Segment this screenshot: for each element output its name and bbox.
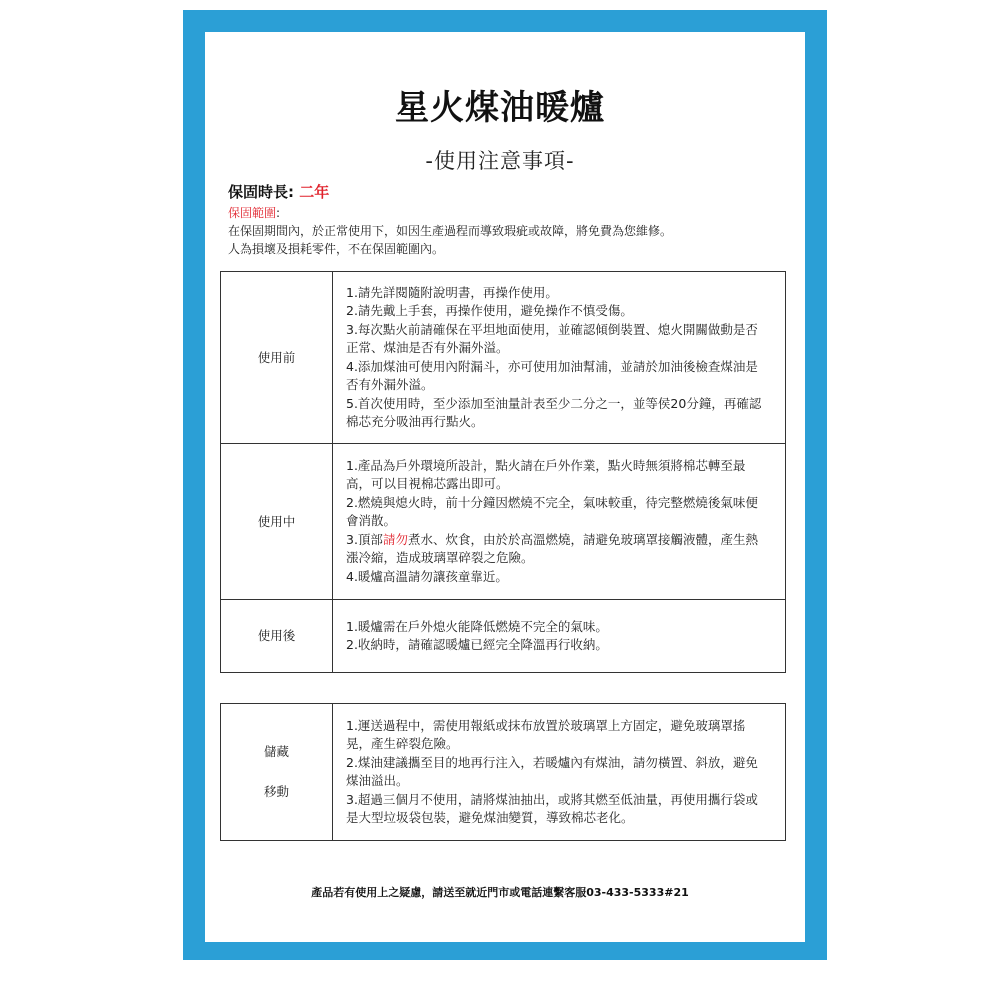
warranty-scope-label: 保固範圍	[228, 206, 277, 220]
warning-text: 請勿	[382, 531, 408, 547]
row-label-storage	[221, 704, 333, 840]
list-item: 1.暖爐需在戶外熄火能降低燃燒不完全的氣味。	[346, 618, 608, 634]
list-item: 1.運送過程中，需使用報紙或抹布放置於玻璃罩上方固定，避免玻璃罩搖晃，產生碎裂危險。	[346, 717, 746, 751]
warranty-scope-colon: :	[276, 206, 281, 220]
list-item: 4.添加煤油可使用內附漏斗，亦可使用加油幫浦，並請於加油後檢查煤油是否有外漏外溢。	[346, 358, 758, 392]
item-prefix: 3.頂部	[346, 531, 383, 547]
warranty-duration-label: 保固時長:	[228, 183, 294, 201]
list-item: 2.收納時，請確認暖爐已經完全降溫再行收納。	[346, 637, 608, 652]
warranty-duration	[228, 181, 329, 202]
row-label-text: 使用後	[257, 628, 296, 643]
row-content-storage	[346, 704, 767, 840]
list-item: 1.請先詳閱隨附說明書，再操作使用。	[346, 284, 558, 300]
row-label-after	[221, 600, 333, 672]
page-title: 星火煤油暖爐	[395, 88, 605, 128]
usage-row-after	[221, 600, 785, 672]
list-item: 5.首次使用時，至少添加至油量計表至少二分之一，並等侯20分鐘，再確認棉芯充分吸油再行點火。	[346, 395, 762, 429]
list-item-with-warning	[346, 531, 767, 568]
warranty-scope-line-2: 人為損壞及損耗零件，不在保固範圍內。	[228, 242, 445, 256]
warranty-scope-heading	[228, 204, 280, 221]
list-item: 2.請先戴上手套，再操作使用，避免操作不慎受傷。	[346, 303, 633, 318]
list-item: 4.暖爐高溫請勿讓孩童靠近。	[346, 568, 508, 584]
usage-row-before	[221, 272, 785, 444]
list-item: 1.產品為戶外環境所設計，點火請在戶外作業，點火時無須將棉芯轉至最高，可以目視棉芯露出即可。	[346, 457, 746, 492]
page-subtitle: -使用注意事項-	[425, 149, 575, 173]
row-label-text: 移動	[263, 784, 289, 799]
row-label-text: 使用前	[257, 349, 296, 365]
warranty-duration-value: 二年	[299, 183, 330, 201]
footer-contact-note: 產品若有使用上之疑慮，請送至就近門市或電話連繫客服03-433-5333#21	[311, 886, 689, 899]
storage-table	[220, 703, 786, 841]
row-label-during	[221, 444, 333, 599]
list-item: 2.燃燒與熄火時，前十分鐘因燃燒不完全，氣味較重，待完整燃燒後氣味便會消散。	[346, 494, 758, 529]
row-content-after	[346, 600, 767, 672]
row-content-before	[346, 272, 767, 443]
row-label-text: 使用中	[257, 513, 296, 529]
usage-table	[220, 271, 786, 673]
usage-row-during	[221, 444, 785, 600]
list-item: 3.超過三個月不使用，請將煤油抽出，或將其燃至低油量，再使用攜行袋或是大型垃圾袋包裝，避免煤油變質，導致棉芯老化。	[346, 791, 758, 825]
list-item: 3.每次點火前請確保在平坦地面使用，並確認傾倒裝置、熄火開關做動是否正常、煤油是否有外漏外溢。	[346, 321, 758, 355]
warranty-scope-line-1: 在保固期間內，於正常使用下，如因生產過程而導致瑕疵或故障，將免費為您維修。	[228, 224, 673, 238]
row-label-text: 儲藏	[263, 744, 289, 759]
row-label-before	[221, 272, 333, 443]
list-item: 2.煤油建議攜至目的地再行注入，若暖爐內有煤油，請勿橫置、斜放，避免煤油溢出。	[346, 754, 758, 788]
storage-row	[221, 704, 785, 840]
row-content-during	[346, 444, 767, 599]
item-suffix: 煮水、炊食，由於於高溫燃燒，請避免玻璃罩接觸液體，產生熱漲冷縮，造成玻璃罩碎裂之危險。	[346, 531, 758, 566]
